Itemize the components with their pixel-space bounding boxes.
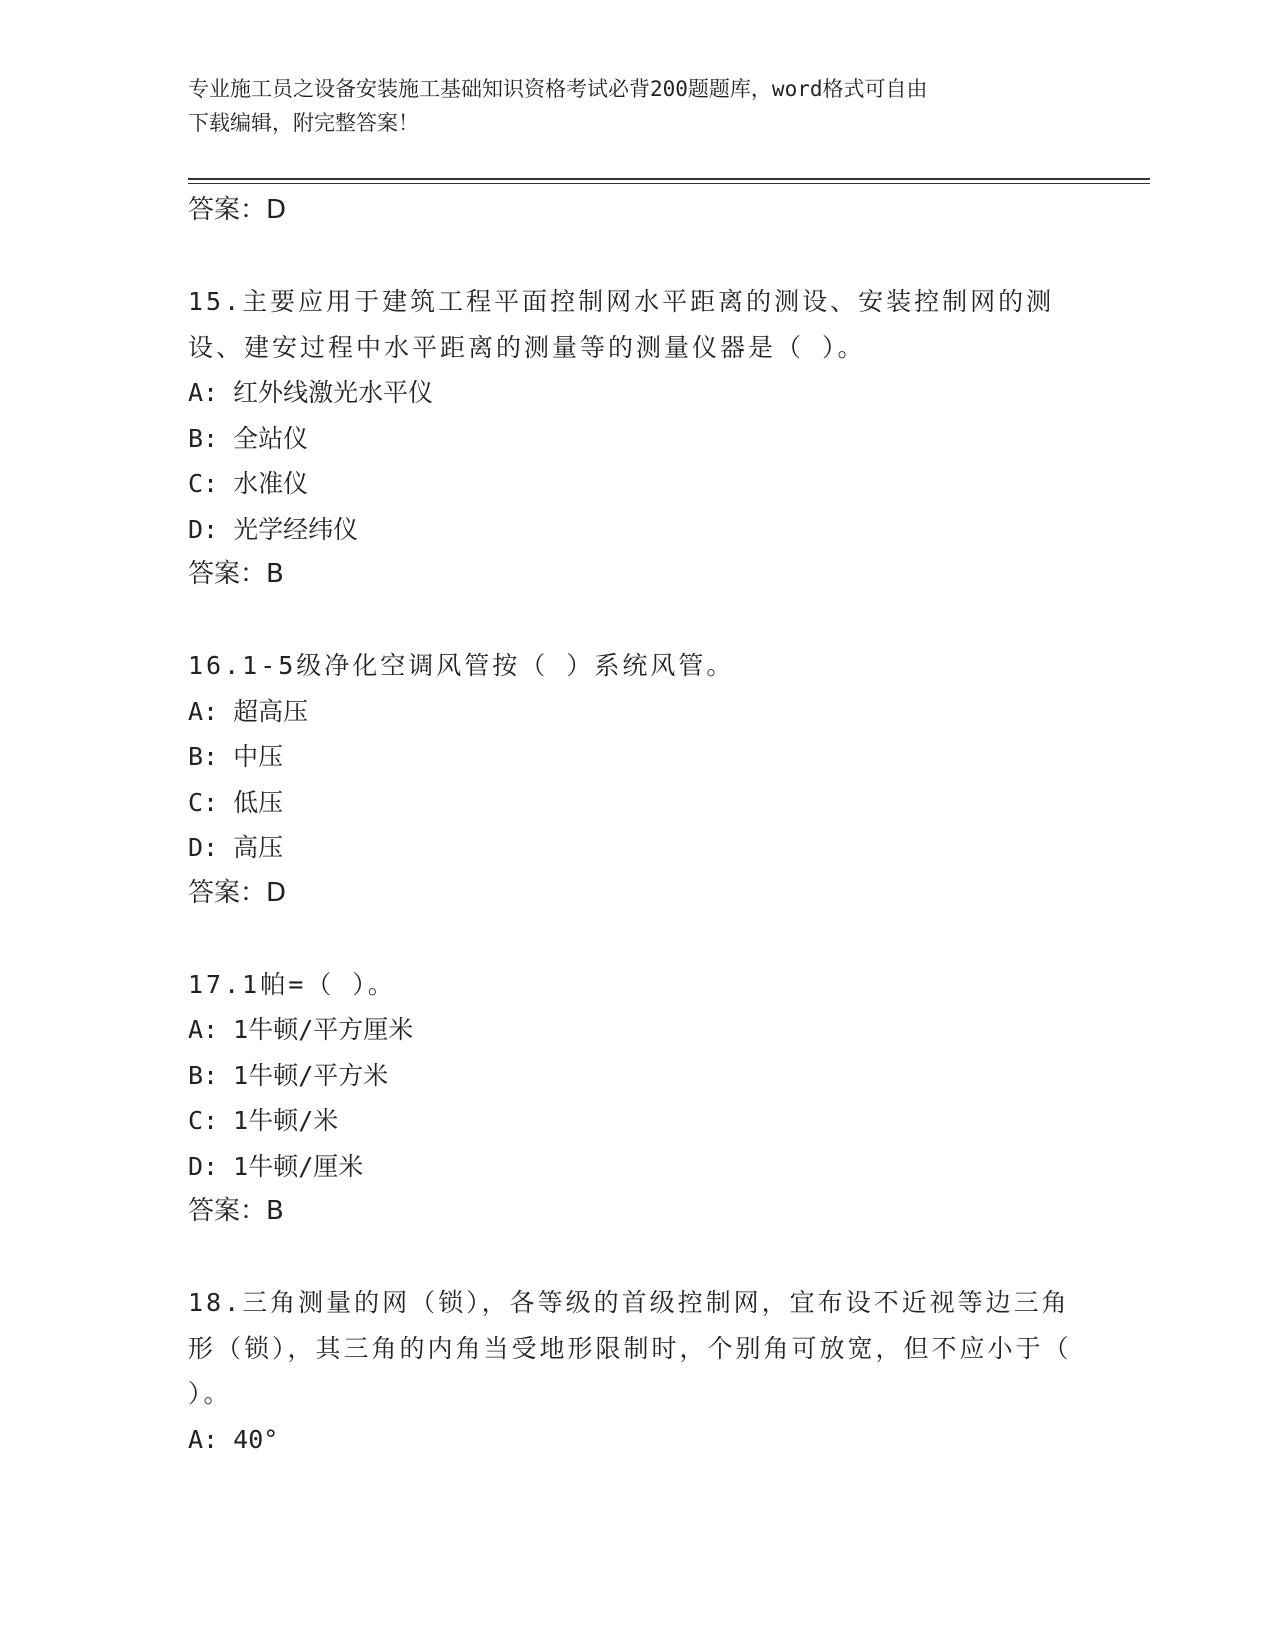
option-a: A: 1牛顿/平方厘米 [188, 1015, 414, 1044]
option-c: C: 低压 [188, 787, 284, 817]
option-d: D: 高压 [188, 833, 284, 862]
previous-answer: 答案：D [188, 195, 287, 225]
question-list [188, 188, 1088, 1462]
answer: 答案：B [188, 559, 284, 589]
question-15 [188, 279, 1088, 598]
header-divider [188, 178, 1150, 180]
option-d: D: 1牛顿/厘米 [188, 1151, 364, 1181]
option-b: B: 全站仪 [188, 423, 309, 453]
option-a: A: 40° [188, 1424, 279, 1454]
question-stem: 18.三角测量的网（锁），各等级的首级控制网，宜布设不近视等边三角形（锁），其三角的内角当受地形限制时，个别角可放宽，但不应小于（ ）。 [188, 1288, 1072, 1408]
question-stem: 15.主要应用于建筑工程平面控制网水平距离的测设、安装控制网的测设、建安过程中水平距离的测量等的测量仪器是（ ）。 [188, 287, 1055, 362]
question-17 [188, 962, 1088, 1235]
option-b: B: 1牛顿/平方米 [188, 1060, 389, 1090]
option-d: D: 光学经纬仪 [188, 514, 359, 544]
header-title-line2: 下载编辑，附完整答案！ [188, 111, 419, 135]
question-18 [188, 1280, 1088, 1462]
question-16 [188, 643, 1088, 916]
answer: 答案：B [188, 1196, 284, 1226]
option-c: C: 水准仪 [188, 469, 309, 498]
header-title-line1: 专业施工员之设备安装施工基础知识资格考试必背200题题库，word格式可自由 [188, 77, 928, 101]
page-header [188, 72, 1088, 140]
option-b: B: 中压 [188, 742, 284, 771]
option-a: A: 红外线激光水平仪 [188, 378, 434, 407]
question-stem: 17.1帕=（ ）。 [188, 969, 396, 999]
answer: 答案：D [188, 877, 287, 908]
header-divider-thin [188, 183, 1150, 184]
option-a: A: 超高压 [188, 696, 309, 726]
question-stem: 16.1-5级净化空调风管按（ ）系统风管。 [188, 651, 735, 680]
option-c: C: 1牛顿/米 [188, 1106, 339, 1135]
